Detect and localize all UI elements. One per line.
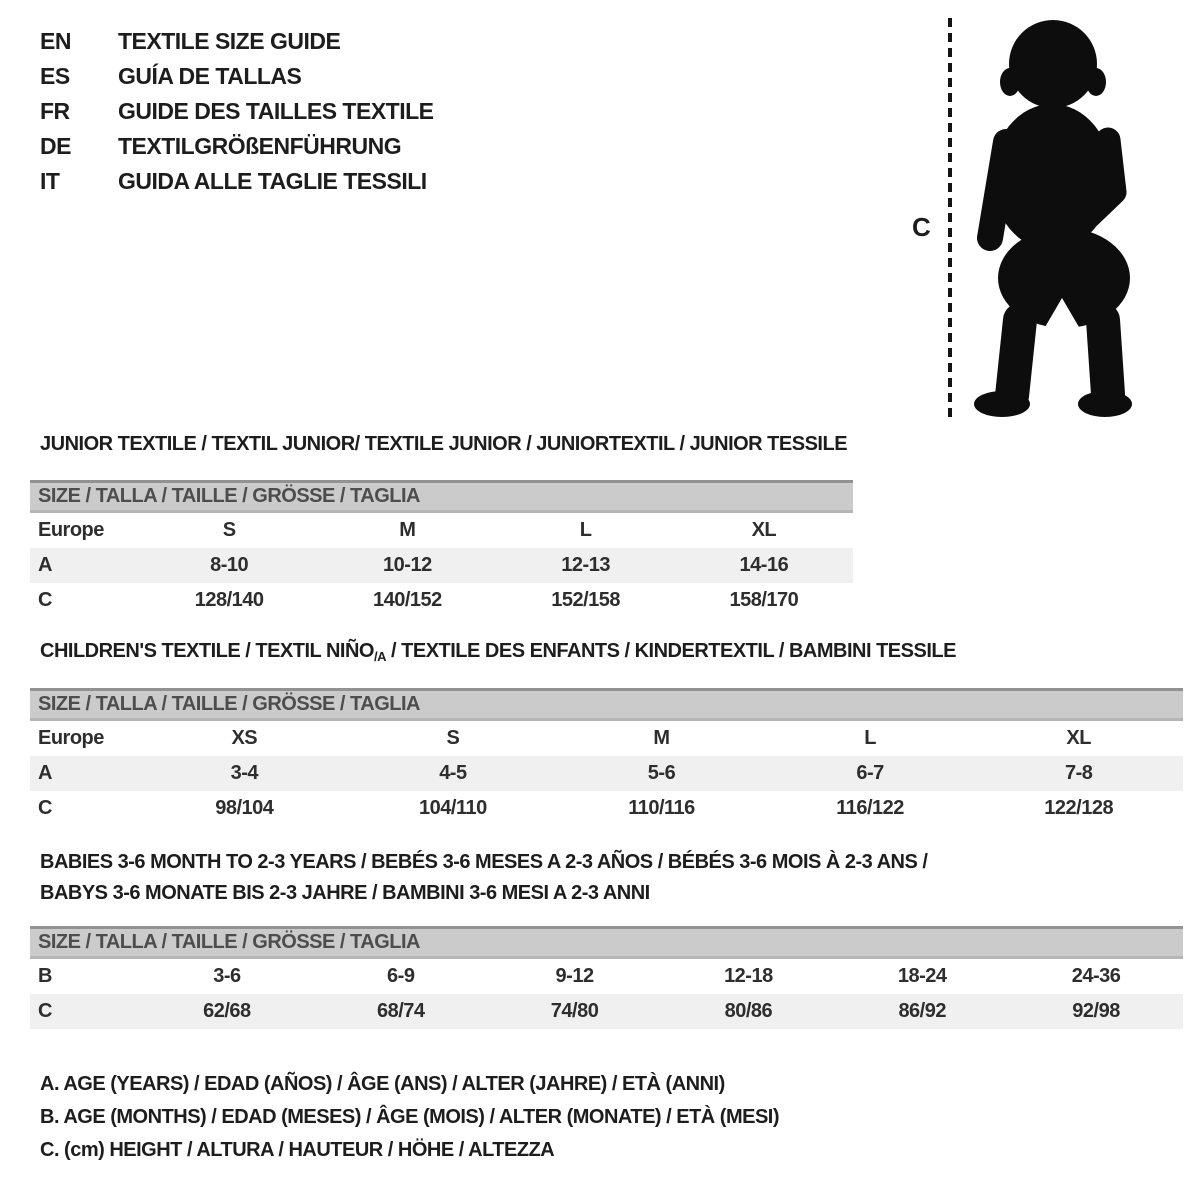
age-cell: 3-4 (230, 762, 258, 784)
babies-heading-line1: BABIES 3-6 MONTH TO 2-3 YEARS / BEBÉS 3-6 MESES A 2-3 AÑOS / BÉBÉS 3-6 MOIS À 2-3 ANS / (40, 851, 928, 873)
size-cell: XL (1066, 727, 1091, 749)
language-code: FR (40, 98, 70, 124)
age-cell: 5-6 (647, 762, 676, 784)
height-cell: 158/170 (729, 589, 799, 611)
height-cell: 80/86 (724, 1000, 773, 1022)
height-cell: 74/80 (550, 1000, 599, 1022)
row-label: Europe (38, 727, 104, 749)
language-code: EN (40, 28, 71, 54)
size-cell: XS (231, 727, 258, 749)
children-heading-post: / TEXTILE DES ENFANTS / KINDERTEXTIL / BAMBINI TESSILE (385, 640, 956, 662)
months-cell: 9-12 (555, 965, 594, 987)
height-measure-label: C (912, 212, 931, 242)
guide-title: GUIDA ALLE TAGLIE TESSILI (118, 168, 427, 194)
height-dashed-line (948, 18, 952, 418)
months-cell: 6-9 (387, 965, 415, 987)
legend-age-years: A. AGE (YEARS) / EDAD (AÑOS) / ÂGE (ANS) / ALTER (JAHRE) / ETÀ (ANNI) (40, 1073, 725, 1095)
row-label: A (38, 554, 52, 576)
height-cell: 68/74 (376, 1000, 425, 1022)
row-label: C (38, 797, 52, 819)
table-row (30, 721, 1183, 756)
legend-age-months: B. AGE (MONTHS) / EDAD (MESES) / ÂGE (MOIS) / ALTER (MONATE) / ETÀ (MESI) (40, 1106, 780, 1128)
height-cell: 116/122 (836, 797, 904, 819)
age-cell: 12-13 (561, 554, 610, 576)
table-row (30, 583, 853, 618)
guide-title: TEXTILE SIZE GUIDE (118, 28, 341, 54)
list-item (40, 164, 434, 199)
height-cell: 128/140 (194, 589, 264, 611)
junior-section-heading: JUNIOR TEXTILE / TEXTIL JUNIOR/ TEXTILE JUNIOR / JUNIORTEXTIL / JUNIOR TESSILE (40, 433, 848, 455)
months-cell: 12-18 (724, 965, 773, 987)
height-cell: 122/128 (1044, 797, 1114, 819)
size-cell: L (864, 727, 876, 749)
language-code: IT (40, 168, 60, 194)
row-label: A (38, 762, 52, 784)
height-cell: 86/92 (898, 1000, 946, 1022)
guide-title: TEXTILGRÖßENFÜHRUNG (118, 133, 402, 159)
height-cell: 92/98 (1072, 1000, 1120, 1022)
height-cell: 110/116 (628, 797, 695, 819)
language-title-list (40, 24, 434, 199)
children-heading-subscript: /A (373, 649, 386, 664)
table-row (30, 994, 1183, 1029)
size-cell: M (399, 519, 416, 541)
months-cell: 18-24 (897, 965, 947, 987)
baby-silhouette-icon (962, 12, 1140, 420)
children-section-heading (40, 639, 956, 669)
age-cell: 7-8 (1064, 762, 1093, 784)
measurement-legend (40, 1068, 779, 1167)
size-cell: L (579, 519, 592, 541)
row-label: C (38, 589, 52, 611)
row-label: C (38, 1000, 52, 1022)
height-cell: 98/104 (215, 797, 274, 819)
row-label: Europe (38, 519, 104, 541)
list-item (40, 129, 434, 164)
legend-height-cm: C. (cm) HEIGHT / ALTURA / HAUTEUR / HÖHE / ALTEZZA (40, 1139, 555, 1161)
months-cell: 24-36 (1071, 965, 1121, 987)
age-cell: 6-7 (856, 762, 884, 784)
language-code: DE (40, 133, 71, 159)
height-cell: 104/110 (419, 797, 487, 819)
age-cell: 14-16 (739, 554, 789, 576)
language-code: ES (40, 63, 70, 89)
table-row (30, 548, 853, 583)
list-item (40, 94, 434, 129)
row-label: B (38, 965, 52, 987)
list-item (40, 59, 434, 94)
junior-size-table (30, 480, 853, 618)
table-row (30, 959, 1183, 994)
size-header-band: SIZE / TALLA / TAILLE / GRÖSSE / TAGLIA (30, 688, 1183, 721)
guide-title: GUÍA DE TALLAS (118, 63, 302, 89)
table-row (30, 513, 853, 548)
children-size-table (30, 688, 1183, 826)
babies-size-table (30, 926, 1183, 1029)
size-cell: S (222, 519, 236, 541)
table-row (30, 756, 1183, 791)
height-cell: 152/158 (551, 589, 621, 611)
size-header-band: SIZE / TALLA / TAILLE / GRÖSSE / TAGLIA (30, 480, 853, 513)
age-cell: 10-12 (383, 554, 432, 576)
age-cell: 8-10 (210, 554, 249, 576)
height-cell: 62/68 (203, 1000, 251, 1022)
babies-section-heading (40, 847, 927, 909)
months-cell: 3-6 (213, 965, 241, 987)
height-cell: 140/152 (372, 589, 442, 611)
children-heading-pre: CHILDREN'S TEXTILE / TEXTIL NIÑO (40, 640, 374, 662)
guide-title: GUIDE DES TAILLES TEXTILE (118, 98, 434, 124)
size-cell: M (653, 727, 670, 749)
size-cell: S (446, 727, 460, 749)
list-item (40, 24, 434, 59)
table-row (30, 791, 1183, 826)
size-header-band: SIZE / TALLA / TAILLE / GRÖSSE / TAGLIA (30, 926, 1183, 959)
age-cell: 4-5 (439, 762, 467, 784)
babies-heading-line2: BABYS 3-6 MONATE BIS 2-3 JAHRE / BAMBINI 3-6 MESI A 2-3 ANNI (40, 882, 650, 904)
size-cell: XL (751, 519, 777, 541)
